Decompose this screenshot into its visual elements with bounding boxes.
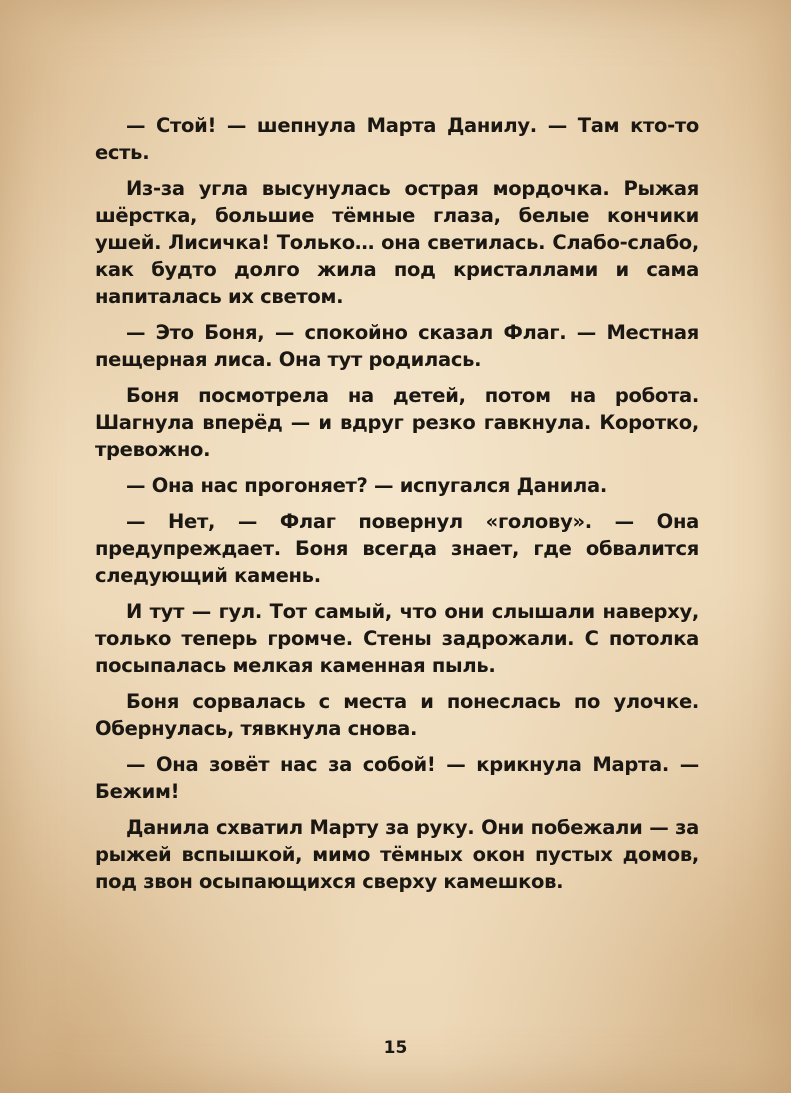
story-text [95,112,699,904]
paragraph-10: Данила схватил Марту за руку. Они побежали — за рыжей вспышкой, мимо тёмных окон пустых домов, под звон осыпающихся сверху камешков. [95,816,699,893]
paragraph-2: Из-за угла высунулась острая мордочка. Рыжая шёрстка, большие тёмные глаза, белые кончики ушей. Лисичка! Только… она светилась. Слабо-слабо, как будто долго жила под кристаллами и сама напиталась их светом. [95,177,699,308]
paragraph-6: — Нет, — Флаг повернул «голову». — Она предупреждает. Боня всегда знает, где обвалится следующий камень. [95,510,699,587]
paragraph-7: И тут — гул. Тот самый, что они слышали наверху, только теперь громче. Стены задрожали. С потолка посыпалась мелкая каменная пыль. [95,600,699,677]
paragraph-3: — Это Боня, — спокойно сказал Флаг. — Местная пещерная лиса. Она тут родилась. [95,321,699,371]
paragraph-9: — Она зовёт нас за собой! — крикнула Марта. — Бежим! [95,753,699,803]
page-number: 15 [383,1038,408,1058]
paragraph-1: — Стой! — шепнула Марта Данилу. — Там кто-то есть. [95,114,699,164]
paragraph-8: Боня сорвалась с места и понеслась по улочке. Обернулась, тявкнула снова. [95,690,699,740]
paragraph-5: — Она нас прогоняет? — испугался Данила. [126,474,608,497]
paragraph-4: Боня посмотрела на детей, потом на робота. Шагнула вперёд — и вдруг резко гавкнула. Коротко, тревожно. [95,384,699,461]
